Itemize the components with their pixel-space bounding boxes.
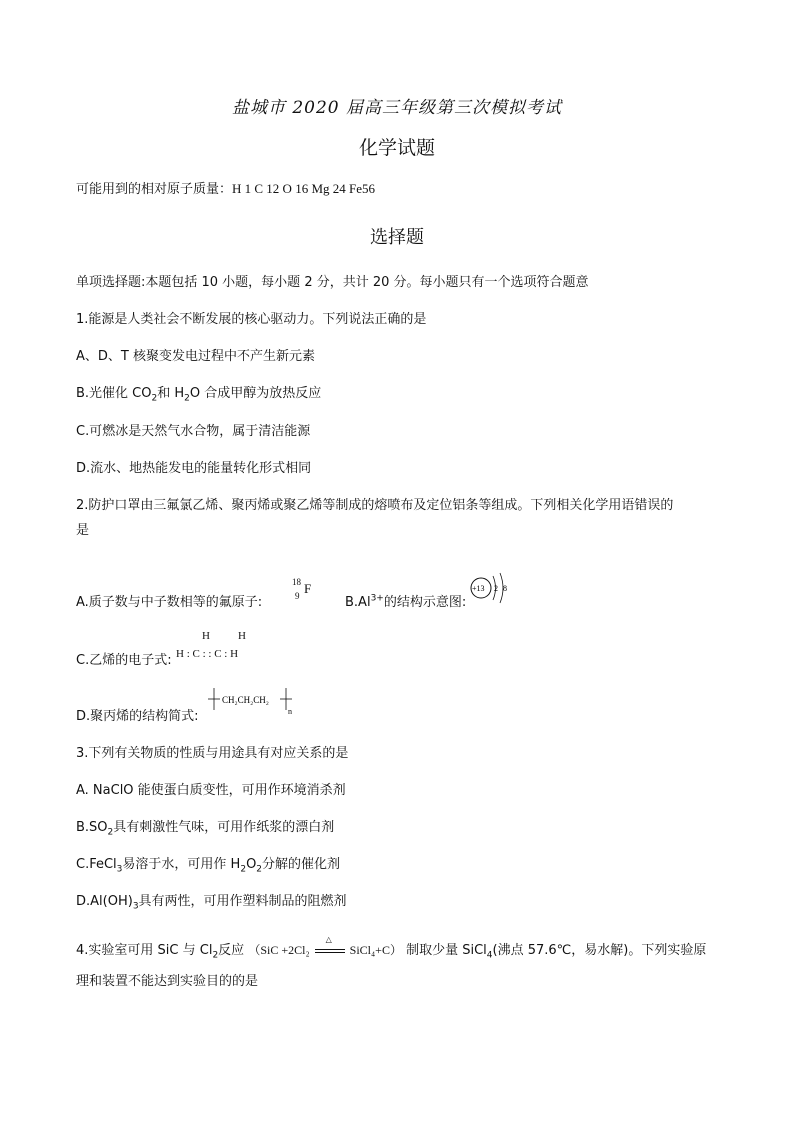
q3-stem: 3.下列有关物质的性质与用途具有对应关系的是 — [76, 746, 349, 761]
q3-option-b: $B.SO_2$具有刺激性气味，可用作纸浆的漂白剂 — [76, 820, 335, 838]
equilibrium-sign: △ — [313, 944, 347, 958]
section-title: 选择题 — [370, 227, 424, 248]
al-ion-structure-diagram — [466, 570, 512, 606]
q1-option-d: D.流水、地热能发电的能量转化形式相同 — [76, 461, 312, 476]
q1-option-c: C.可燃冰是天然气水合物，属于清洁能源 — [76, 424, 311, 439]
svg-text:+13: +13 — [472, 584, 485, 593]
fluorine-nuclide: 18 9 F — [292, 577, 312, 601]
polypropylene-formula — [208, 684, 298, 718]
q3-option-d: $D.Al(OH)_3$具有两性，可用作塑料制品的阻燃剂 — [76, 894, 347, 912]
q4-equation: （SiC +2Cl₂ △ SiCl₄+C） — [248, 935, 402, 957]
q2-option-d: D.聚丙烯的结构简式: — [76, 709, 199, 724]
svg-text:8: 8 — [503, 584, 507, 593]
q2-option-a: A.质子数与中子数相等的氟原子: — [76, 595, 263, 610]
q4-stem-line1: 4.实验室可用 SiC 与 $Cl_2$反应 （SiC +2Cl₂ △ SiCl₄+C） 制取少量 SiCl$_4$(沸点 57.6℃，易水解)。下列实验原 — [76, 935, 707, 961]
q3-option-a: A. NaClO 能使蛋白质变性，可用作环境消杀剂 — [76, 783, 346, 798]
instructions: 单项选择题:本题包括 10 小题，每小题 2 分，共计 20 分。每小题只有一个选项符合题意 — [76, 275, 589, 290]
q3-option-c: C.FeCl$_3$易溶于水，可用作 $H_2O_2$分解的催化剂 — [76, 857, 341, 875]
svg-text:CH₂CH₂CH₂: CH₂CH₂CH₂ — [222, 695, 269, 705]
atomic-masses: 可能用到的相对原子质量：H 1 C 12 O 16 Mg 24 Fe56 — [76, 181, 376, 196]
svg-text:n: n — [288, 707, 292, 716]
q2-stem-line1: 2.防护口罩由三氟氯乙烯、聚丙烯或聚乙烯等制成的熔喷布及定位铝条等组成。下列相关化学用语错误的 — [76, 498, 674, 513]
q2-option-c: C.乙烯的电子式: — [76, 653, 172, 668]
q1-option-b: B.光催化 $CO_2$和 $H_2O$ 合成甲醇为放热反应 — [76, 386, 322, 404]
svg-text:2: 2 — [494, 584, 498, 593]
subject-title: 化学试题 — [358, 137, 435, 159]
q1-option-a: A、D、T 核聚变发电过程中不产生新元素 — [76, 349, 315, 364]
ethylene-electron-formula: H H H : C : : C : H — [176, 630, 246, 660]
q4-stem-line2: 理和装置不能达到实验目的的是 — [76, 974, 259, 989]
q2-stem-line2: 是 — [76, 523, 90, 538]
q2-option-b: $B.Al^{3+}$的结构示意图: — [345, 593, 467, 610]
exam-title: 盐城市 2020 届高三年级第三次模拟考试 — [231, 98, 563, 118]
q1-stem: 1.能源是人类社会不断发展的核心驱动力。下列说法正确的是 — [76, 312, 427, 327]
